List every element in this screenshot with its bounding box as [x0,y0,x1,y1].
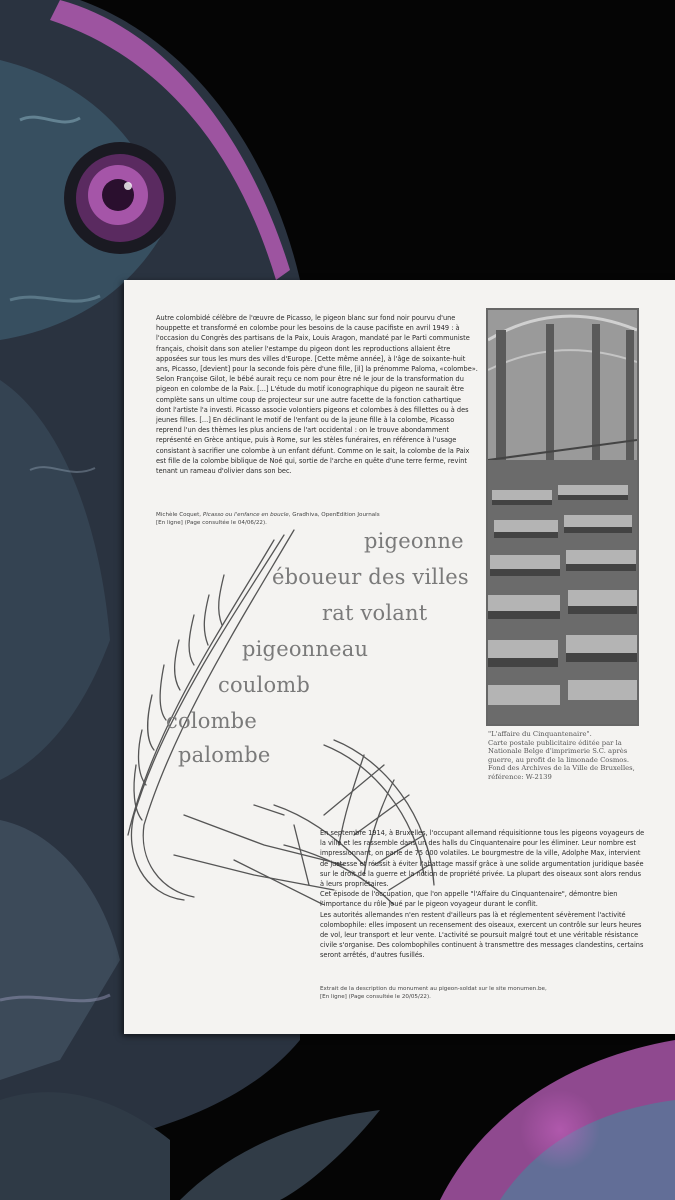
word-rat-volant: rat volant [322,601,428,625]
history-paragraph-1: En septembre 1914, à Bruxelles, l'occupant allemand réquisitionne tous les pigeons voyageurs de la ville et les rassemble dans un des halls du Cinquantenaire pour les éliminer. Leur nombre est impressionnant, on parle de 75 000 volatiles. Le bourgmestre de la ville, Adolphe Max, intervient de justesse et réussit à éviter l'abattage massif grâce à une solide argumentation juridique basée sur le droit de la guerre et la notion de propriété privée. La plupart des oiseaux sont alors rendus à leurs propriétaires. [320,829,645,889]
citation-author: Michèle Coquet, [156,512,203,518]
history-paragraph-2: Cet épisode de l'occupation, que l'on appelle "l'Affaire du Cinquantenaire", démontre bien l'importance du rôle joué par le pigeon voyageur durant le conflit. [320,890,618,909]
quote-paragraph: Autre colombidé célèbre de l'œuvre de Picasso, le pigeon blanc sur fond noir pourvu d'une houppette et transformé en colombe pour les besoins de la cause pacifiste en avril 1949 : à l'occasion du Congrès des partisans de la Paix, Louis Aragon, mandaté par le Parti communiste français, choisit dans son atelier l'estampe du pigeon dont les reproductions allaient être apposées sur tous les murs des villes d'Europe. [Cette même année], à l'âge de soixante-huit ans, Picasso, [devient] pour la seconde fois père d'une fille, [il] la prénomme Paloma, «colombe». Selon Françoise Gilot, le bébé aurait reçu ce nom pour être né le jour de la transformation du pigeon en colombe de la Paix. [...] L'étude du motif iconographique du pigeon ne saurait être complète sans un ultime coup de projecteur sur une autre facette de la fonction cathartique dont l'artiste l'a investi. Picasso associe volontiers pigeons et colombes à des fillettes ou à des jeunes filles. [...] En déclinant le motif de l'enfant ou de la jeune fille à la colombe, Picasso reprend l'un des thèmes les plus anciens de l'art occidental : on le trouve abondamment représenté en Grèce antique, puis à Rome, sur les stèles funéraires, en référence à l'usage consistant à sacrifier une colombe à un enfant défunt. Comme on le sait, la colombe de la Paix est fille de la colombe biblique de Noé qui, sortie de l'arche en quête d'une terre ferme, revint tenant un rameau d'olivier dans son bec. [156,314,478,476]
caption-description: Carte postale publicitaire éditée par la Nationale Belge d'imprimerie S.C. après guerre, au profit de la limonade Cosmos. [488,738,630,764]
citation-date: [En ligne] (Page consultée le 04/06/22). [156,520,267,526]
word-pigeonneau: pigeonneau [242,637,369,661]
word-eboueur-des-villes: éboueur des villes [272,565,469,589]
word-pigeonne: pigeonne [364,529,464,553]
history-citation-source: Extrait de la description du monument au pigeon-soldat sur le site monumen.be, [320,986,547,992]
photo-image [488,310,637,724]
word-colombe: colombe [166,709,257,733]
history-citation-date: [En ligne] (Page consultée le 20/05/22). [320,994,431,1000]
word-coulomb: coulomb [218,673,311,697]
caption-source: Fond des Archives de la Ville de Bruxelles, référence: W-2139 [488,764,635,781]
history-citation [320,985,640,1001]
photo-caption [488,730,638,782]
citation-title: Picasso ou l'enfance en boucle [202,512,289,518]
citation-source: , Gradhiva, OpenEdition Journals [288,512,380,518]
word-palombe: palombe [178,743,271,767]
document-page [124,280,675,1034]
cinquantenaire-photo [486,308,639,726]
history-text [320,828,646,961]
history-paragraph-3: Les autorités allemandes n'en restent d'ailleurs pas là et réglementent sévèrement l'activité colombophile: elles imposent un recensement des oiseaux, exercent un contrôle sur leurs heures de vol, leur transport et leur vente. L'activité se poursuit malgré tout et une véritable résistance civile s'organise. Des colombophiles continuent à transmettre des messages clandestins, certains seront arrêtés, d'autres fusillés. [320,910,644,960]
caption-title: "L'affaire du Cinquantenaire". [488,730,592,738]
